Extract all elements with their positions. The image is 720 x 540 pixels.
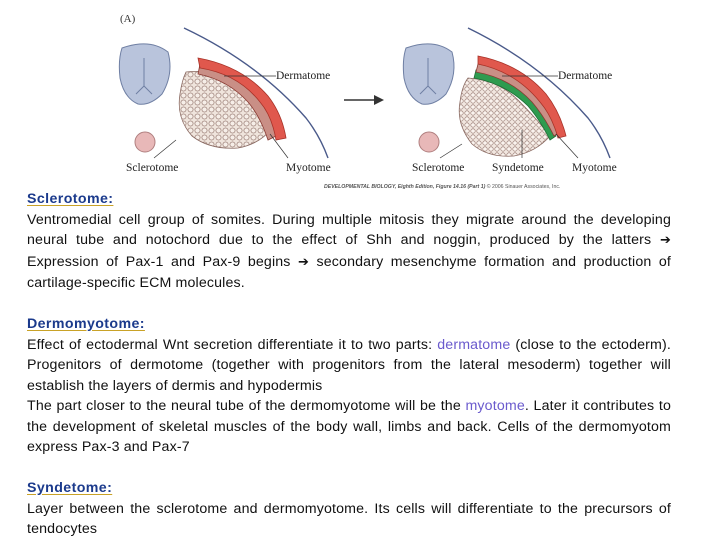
dermomyotome-heading: Dermomyotome: [27, 316, 145, 332]
section-spacer [27, 294, 671, 315]
syndetome-heading: Syndetome: [27, 480, 113, 496]
leader-sclerotome-left [154, 140, 176, 158]
right-somite-panel [403, 28, 616, 174]
label-dermatome-left: Dermatome [276, 70, 331, 82]
dermomyotome-paragraph-1 [27, 335, 671, 397]
somite-diagram [110, 8, 640, 194]
neural-tube-left [119, 44, 170, 104]
sclerotome-text-2: Expression of Pax-1 and Pax-9 begins [27, 253, 299, 270]
figure-credit-title: DEVELOPMENTAL BIOLOGY, Eighth Edition, Figure 14.16 (Part 1) [324, 184, 486, 190]
notochord-right [419, 132, 439, 152]
dermomyotome-paragraph-2 [27, 396, 671, 458]
syndetome-section [27, 478, 671, 540]
leader-sclerotome-right [440, 144, 462, 158]
arrow-icon: ➔ [659, 233, 671, 248]
panel-label: (A) [120, 13, 136, 25]
label-sclerotome-right: Sclerotome [412, 162, 465, 174]
transition-arrow-head [374, 95, 384, 105]
somite-figure [110, 8, 640, 194]
notes-body [27, 189, 671, 540]
arrow-icon: ➔ [298, 254, 310, 270]
dermomyotome-p2-b: . Later it contributes to the development of skeletal muscles of the body wall, limbs and back. Cells of the dermomyotom express Pax-3 and Pax-7 [27, 398, 671, 455]
figure-credit-copyright: © 2006 Sinauer Associates, Inc. [485, 184, 561, 190]
sclerotome-heading: Sclerotome: [27, 191, 114, 207]
dermomyotome-section [27, 314, 671, 458]
label-myotome-right: Myotome [572, 162, 617, 174]
label-sclerotome-left: Sclerotome [126, 162, 179, 174]
section-spacer [27, 458, 671, 479]
dermomyotome-p1-a: Effect of ectodermal Wnt secretion differentiate it to two parts: [27, 336, 438, 353]
neural-tube-right [403, 44, 454, 104]
label-syndetome-right: Syndetome [492, 162, 544, 174]
sclerotome-text-1: Ventromedial cell group of somites. During multiple mitosis they migrate around the developing neural tube and notochord due to the effect of Shh and noggin, produced by the latters [27, 211, 671, 248]
sclerotome-text [27, 210, 671, 294]
sclerotome-text-3: secondary mesenchyme formation and production of cartilage-specific ECM molecules. [27, 253, 671, 291]
myotome-term: myotome [465, 398, 525, 414]
label-myotome-left: Myotome [286, 162, 331, 174]
label-dermatome-right: Dermatome [558, 70, 613, 82]
notochord-left [135, 132, 155, 152]
left-somite-panel [119, 28, 330, 174]
dermomyotome-p2-a: The part closer to the neural tube of the dermomyotome will be the [27, 398, 466, 414]
dermatome-term: dermatome [437, 336, 511, 353]
leader-myotome-right [556, 134, 578, 158]
dermomyotome-p1-b: (close to the ectoderm). Progenitors of dermotome (together with progenitors from the lateral mesoderm) together will establish the layers of dermis and hypodermis [27, 336, 671, 394]
syndetome-text: Layer between the sclerotome and dermomyotome. Its cells will differentiate to the precursors of tendocytes [27, 500, 671, 537]
sclerotome-section [27, 189, 671, 294]
